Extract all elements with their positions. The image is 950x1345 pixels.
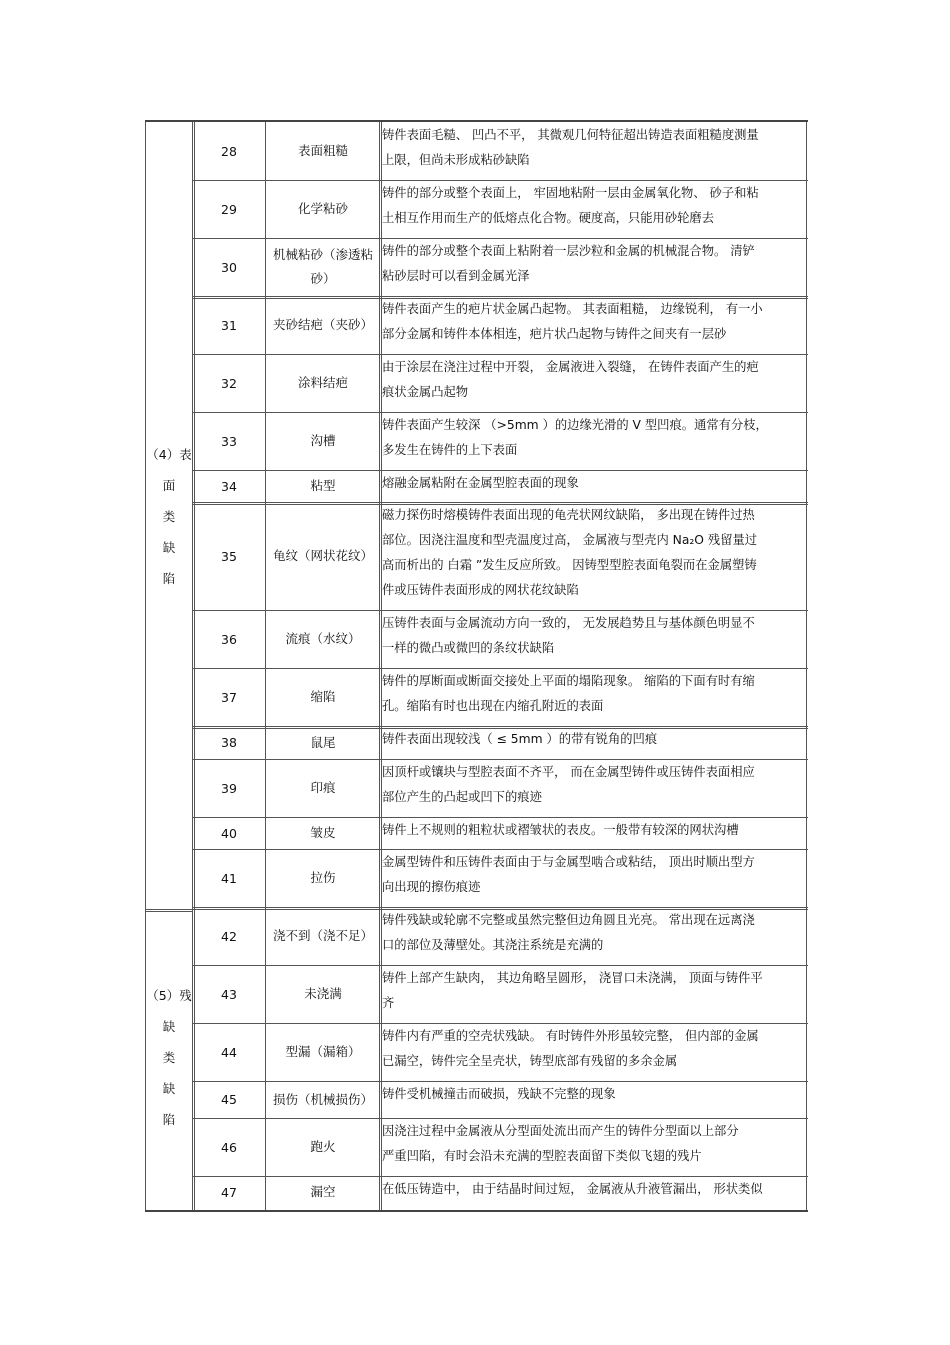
defect-description: 铸件的厚断面或断面交接处上平面的塌陷现象。 缩陷的下面有时有缩 孔。缩陷有时也出现在内缩孔附近的表面 bbox=[382, 674, 755, 713]
defect-description: 铸件的部分或整个表面上， 牢固地粘附一层由金属氧化物、 砂子和粘 土相互作用而生产的低熔点化合物。硬度高，只能用砂轮磨去 bbox=[382, 186, 759, 225]
category-label-line: 缺 bbox=[162, 1018, 176, 1034]
defect-name: 未浇满 bbox=[304, 986, 342, 1001]
table-row bbox=[193, 817, 808, 849]
table-row bbox=[193, 849, 808, 907]
defect-description: 铸件表面毛糙、 凹凸不平， 其微观几何特征超出铸造表面粗糙度测量 上限，但尚未形成粘砂缺陷 bbox=[382, 128, 759, 167]
defect-description: 因浇注过程中金属液从分型面处流出而产生的铸件分型面以上部分 严重凹陷，有时会沿未充满的型腔表面留下类似飞翅的残片 bbox=[382, 1124, 739, 1163]
defect-description: 铸件表面出现较浅（ ≤ 5mm ）的带有锐角的凹痕 bbox=[382, 732, 658, 746]
defect-description: 铸件表面产生的疤片状金属凸起物。 其表面粗糙， 边缘锐利， 有一小 部分金属和铸件本体相连，疤片状凸起物与铸件之间夹有一层砂 bbox=[382, 302, 763, 341]
defect-number: 42 bbox=[221, 928, 237, 944]
defect-number: 40 bbox=[221, 825, 237, 841]
category-label-line: 面 bbox=[162, 477, 176, 493]
table-row bbox=[193, 1023, 808, 1081]
defect-number: 30 bbox=[221, 259, 237, 275]
defect-description: 铸件上部产生缺肉， 其边角略呈圆形， 浇冒口未浇满， 顶面与铸件平 齐 bbox=[382, 971, 763, 1010]
defect-number: 29 bbox=[221, 201, 237, 217]
defect-description: 铸件上不规则的粗粒状或褶皱状的表皮。一般带有较深的网状沟槽 bbox=[382, 823, 739, 837]
defect-number: 31 bbox=[221, 317, 237, 333]
category-incomplete-defects bbox=[145, 912, 193, 1202]
defect-description: 在低压铸造中， 由于结晶时间过短， 金属液从升液管漏出， 形状类似 bbox=[382, 1182, 763, 1196]
defect-description: 熔融金属粘附在金属型腔表面的现象 bbox=[382, 476, 579, 490]
defect-number: 33 bbox=[221, 433, 237, 449]
defect-name: 夹砂结疤（夹砂） bbox=[272, 317, 373, 332]
table-row bbox=[193, 1081, 808, 1118]
category-label-line: （5）残 bbox=[146, 987, 192, 1003]
defect-name: 机械粘砂（渗透粘砂） bbox=[272, 247, 373, 286]
table-row bbox=[193, 610, 808, 668]
table-row bbox=[193, 1118, 808, 1176]
table-row bbox=[193, 726, 808, 759]
defect-name: 印痕 bbox=[310, 780, 336, 795]
defect-number: 39 bbox=[221, 780, 237, 796]
table-row bbox=[193, 907, 808, 965]
defect-table bbox=[145, 120, 808, 1212]
defect-description: 铸件表面产生较深 （>5mm ）的边缘光滑的 V 型凹痕。通常有分枝， 多发生在铸件的上下表面 bbox=[382, 418, 768, 457]
defect-number: 35 bbox=[221, 548, 237, 564]
defect-name: 漏空 bbox=[310, 1184, 336, 1199]
table-row bbox=[193, 354, 808, 412]
category-surface-defects bbox=[145, 122, 193, 910]
defect-description: 金属型铸件和压铸件表面由于与金属型啮合或粘结， 顶出时顺出型方 向出现的擦伤痕迹 bbox=[382, 855, 755, 894]
defect-description: 压铸件表面与金属流动方向一致的， 无发展趋势且与基体颜色明显不 一样的微凸或微凹的条纹状缺陷 bbox=[382, 616, 755, 655]
defect-name: 皱皮 bbox=[310, 825, 336, 840]
defect-description: 铸件受机械撞击而破损，残缺不完整的现象 bbox=[382, 1087, 616, 1101]
defect-number: 28 bbox=[221, 143, 237, 159]
defect-name: 损伤（机械损伤） bbox=[272, 1091, 373, 1107]
defect-name: 沟槽 bbox=[310, 433, 336, 448]
defect-number: 44 bbox=[221, 1044, 237, 1060]
defect-description: 由于涂层在浇注过程中开裂， 金属液进入裂缝， 在铸件表面产生的疤 痕状金属凸起物 bbox=[382, 360, 759, 399]
category-label-line: 类 bbox=[162, 508, 176, 524]
defect-description: 因顶杆或镶块与型腔表面不齐平， 而在金属型铸件或压铸件表面相应 部位产生的凸起或凹下的痕迹 bbox=[382, 765, 755, 804]
defect-name: 鼠尾 bbox=[310, 734, 336, 750]
table-row bbox=[193, 965, 808, 1023]
defect-number: 38 bbox=[221, 735, 237, 750]
defect-name: 浇不到（浇不足） bbox=[272, 928, 373, 943]
defect-number: 46 bbox=[221, 1139, 237, 1155]
defect-number: 41 bbox=[221, 870, 237, 886]
defect-name: 流痕（水纹） bbox=[285, 631, 361, 646]
defect-name: 型漏（漏箱） bbox=[285, 1044, 361, 1059]
defect-name: 跑火 bbox=[310, 1139, 336, 1154]
defect-description: 铸件残缺或轮廓不完整或虽然完整但边角圆且光亮。 常出现在远离浇 口的部位及薄壁处。其浇注系统是充满的 bbox=[382, 913, 755, 952]
category-label-line: （4）表 bbox=[146, 446, 192, 462]
defect-number: 37 bbox=[221, 689, 237, 705]
table-row bbox=[193, 296, 808, 354]
table-row bbox=[193, 759, 808, 817]
defect-number: 43 bbox=[221, 986, 237, 1002]
defect-name: 化学粘砂 bbox=[297, 201, 348, 216]
category-label-line: 类 bbox=[162, 1049, 176, 1065]
defect-name: 涂料结疤 bbox=[297, 375, 348, 390]
table-row bbox=[193, 238, 808, 296]
table-row bbox=[193, 668, 808, 726]
defect-name: 表面粗糙 bbox=[297, 143, 348, 158]
defect-description: 磁力探伤时熔模铸件表面出现的龟壳状网纹缺陷， 多出现在铸件过热 部位。因浇注温度和型壳温度过高， 金属液与型壳内 Na₂O 残留量过 高而析出的 白霜 ”发生反应所致。 因铸型型腔表面龟裂而在金属塑铸 件或压铸件表面形成的网状花纹缺陷 bbox=[382, 508, 758, 597]
category-label-line: 缺 bbox=[162, 1080, 176, 1096]
table-row bbox=[193, 180, 808, 238]
table-row bbox=[193, 412, 808, 470]
defect-name: 拉伤 bbox=[310, 870, 336, 885]
table-row bbox=[193, 1176, 808, 1208]
table-row bbox=[193, 122, 808, 180]
defect-name: 粘型 bbox=[310, 478, 336, 493]
defect-description: 铸件内有严重的空壳状残缺。 有时铸件外形虽较完整， 但内部的金属 已漏空，铸件完全呈壳状，铸型底部有残留的多余金属 bbox=[382, 1029, 759, 1068]
defect-number: 32 bbox=[221, 375, 237, 391]
defect-number: 47 bbox=[221, 1184, 237, 1200]
defect-number: 36 bbox=[221, 631, 237, 647]
table-row bbox=[193, 502, 808, 610]
table-row bbox=[193, 470, 808, 502]
defect-description: 铸件的部分或整个表面上粘附着一层沙粒和金属的机械混合物。 清铲 粘砂层时可以看到金属光泽 bbox=[382, 244, 755, 283]
defect-name: 缩陷 bbox=[310, 689, 336, 704]
defect-name: 龟纹（网状花纹） bbox=[272, 548, 373, 563]
category-label-line: 陷 bbox=[162, 1111, 176, 1127]
category-label-line: 缺 bbox=[162, 539, 176, 555]
defect-number: 45 bbox=[221, 1092, 237, 1107]
category-label-line: 陷 bbox=[162, 570, 176, 586]
defect-number: 34 bbox=[221, 478, 237, 494]
